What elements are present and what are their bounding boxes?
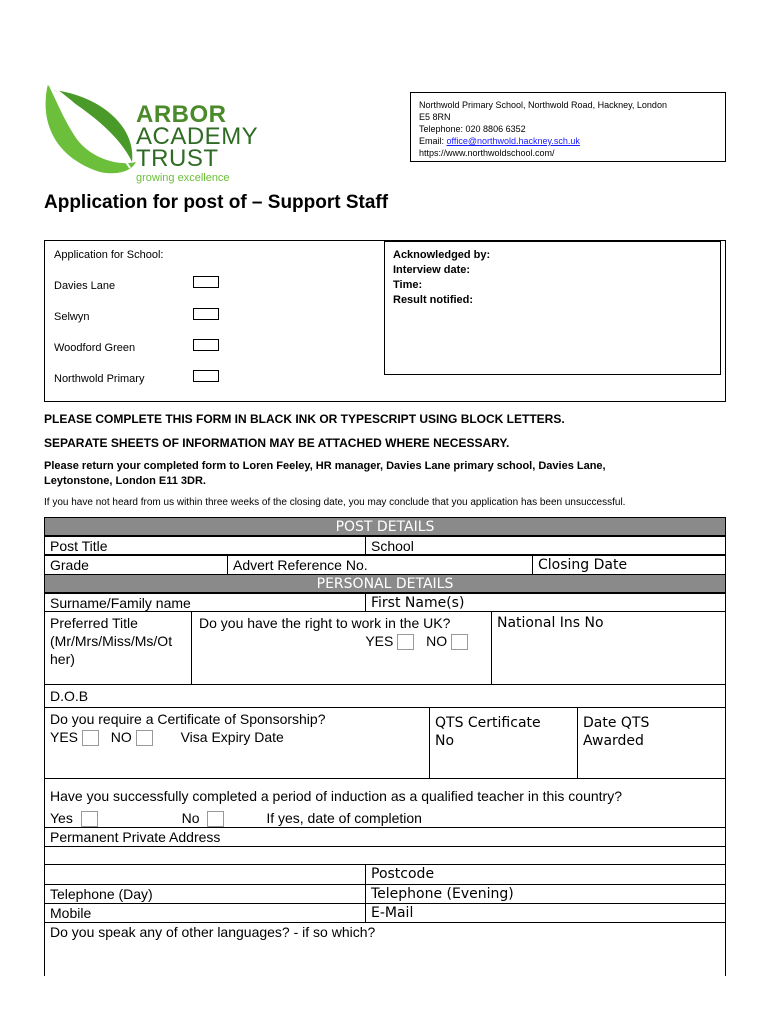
sponsorship-no-checkbox[interactable]	[136, 730, 153, 746]
contact-telephone: Telephone: 020 8806 6352	[419, 124, 526, 134]
notice-black-ink: PLEASE COMPLETE THIS FORM IN BLACK INK OR TYPESCRIPT USING BLOCK LETTERS.	[44, 412, 565, 426]
preferred-title-line3: her)	[50, 651, 75, 667]
right-to-work-no-checkbox[interactable]	[451, 634, 468, 650]
mobile-field[interactable]: Mobile	[44, 903, 366, 923]
right-to-work-options	[197, 632, 486, 650]
contact-email-label: Email:	[419, 136, 447, 146]
qts-certificate-line1: QTS Certificate	[435, 715, 541, 731]
checkbox-selwyn[interactable]	[193, 308, 219, 320]
contact-address-line2: E5 8RN	[419, 112, 451, 122]
school-option-davies-lane: Davies Lane	[54, 280, 116, 292]
induction-date-label: If yes, date of completion	[266, 810, 422, 826]
induction-yes-checkbox[interactable]	[81, 811, 98, 827]
postcode-field[interactable]: Postcode	[365, 864, 726, 885]
office-use-box	[384, 241, 721, 375]
time-label: Time:	[393, 279, 423, 291]
sponsorship-yes-label: YES	[50, 729, 79, 745]
visa-expiry-label: Visa Expiry Date	[180, 729, 284, 745]
logo-line-arbor: ARBOR	[136, 101, 227, 128]
induction-question: Have you successfully completed a period of induction as a qualified teacher in this country?	[50, 788, 622, 804]
school-contact-box	[410, 92, 726, 162]
logo-line-trust: TRUST	[136, 145, 219, 172]
school-option-woodford-green: Woodford Green	[54, 342, 136, 354]
school-field[interactable]: School	[365, 536, 726, 555]
interview-date-label: Interview date:	[393, 264, 471, 276]
logo-tagline: growing excellence	[136, 172, 230, 184]
logo-wordmark	[136, 101, 259, 184]
date-qts-awarded-field[interactable]	[577, 707, 726, 779]
qts-certificate-line2: No	[435, 733, 455, 749]
school-option-selwyn: Selwyn	[54, 311, 90, 323]
checkbox-northwold[interactable]	[193, 370, 219, 382]
notice-return-line2: Leytonstone, London E11 3DR.	[44, 475, 206, 487]
right-to-work-no-label: NO	[426, 633, 448, 649]
checkbox-davies-lane[interactable]	[193, 276, 219, 288]
sponsorship-options	[50, 728, 424, 746]
telephone-day-field[interactable]: Telephone (Day)	[44, 884, 366, 904]
date-qts-line1: Date QTS	[583, 715, 650, 731]
checkbox-woodford-green[interactable]	[193, 339, 219, 351]
languages-field[interactable]: Do you speak any of other languages? - if so which?	[44, 922, 726, 976]
right-to-work-field	[191, 611, 492, 685]
address-field[interactable]: Permanent Private Address	[44, 827, 726, 847]
sponsorship-field	[44, 707, 430, 779]
contact-address-line1: Northwold Primary School, Northwold Road, Hackney, London	[419, 100, 667, 110]
right-to-work-yes-checkbox[interactable]	[397, 634, 414, 650]
address-line3-field[interactable]	[44, 864, 366, 885]
sponsorship-no-label: NO	[110, 729, 132, 745]
national-ins-field[interactable]: National Ins No	[491, 611, 726, 685]
contact-website: https://www.northwoldschool.com/	[419, 148, 555, 158]
sponsorship-yes-checkbox[interactable]	[82, 730, 99, 746]
personal-details-header: PERSONAL DETAILS	[44, 574, 726, 593]
result-notified-label: Result notified:	[393, 294, 474, 306]
post-details-header: POST DETAILS	[44, 517, 726, 536]
acknowledged-by-label: Acknowledged by:	[393, 249, 491, 261]
dob-field[interactable]: D.O.B	[44, 684, 726, 708]
induction-field	[44, 778, 726, 828]
preferred-title-line2: (Mr/Mrs/Miss/Ms/Ot	[50, 633, 173, 649]
right-to-work-yes-label: YES	[365, 633, 394, 649]
notice-unsuccessful: If you have not heard from us within three weeks of the closing date, you may conclude that you application has been unsuccessful.	[44, 497, 626, 508]
closing-date-field[interactable]: Closing Date	[532, 555, 726, 575]
contact-email-link[interactable]: office@northwold.hackney.sch.uk	[446, 136, 580, 146]
telephone-evening-field[interactable]: Telephone (Evening)	[365, 884, 726, 904]
right-to-work-question: Do you have the right to work in the UK?	[199, 615, 451, 631]
induction-no-checkbox[interactable]	[207, 811, 224, 827]
address-line2-field[interactable]	[44, 846, 726, 865]
preferred-title-field[interactable]	[44, 611, 192, 685]
qts-certificate-field[interactable]	[429, 707, 578, 779]
post-title-field[interactable]: Post Title	[44, 536, 366, 555]
grade-field[interactable]: Grade	[44, 555, 228, 575]
first-name-field[interactable]: First Name(s)	[365, 593, 726, 612]
logo-line-academy: ACADEMY	[136, 123, 259, 150]
surname-field[interactable]: Surname/Family name	[44, 593, 366, 612]
page-title: Application for post of – Support Staff	[44, 192, 389, 213]
notice-return-line1: Please return your completed form to Loren Feeley, HR manager, Davies Lane primary school, Davies Lane,	[44, 460, 606, 472]
date-qts-line2: Awarded	[583, 733, 644, 749]
induction-options	[50, 809, 720, 827]
preferred-title-line1: Preferred Title	[50, 615, 138, 631]
notice-separate-sheets: SEPARATE SHEETS OF INFORMATION MAY BE ATTACHED WHERE NECESSARY.	[44, 436, 510, 450]
contact-email-row	[419, 135, 717, 147]
induction-yes-label: Yes	[50, 810, 73, 826]
school-option-northwold: Northwold Primary	[54, 373, 145, 385]
school-heading: Application for School:	[54, 249, 164, 261]
email-field[interactable]: E-Mail	[365, 903, 726, 923]
induction-no-label: No	[181, 810, 200, 826]
sponsorship-question: Do you require a Certificate of Sponsorship?	[50, 711, 326, 727]
advert-reference-field[interactable]: Advert Reference No.	[227, 555, 533, 575]
